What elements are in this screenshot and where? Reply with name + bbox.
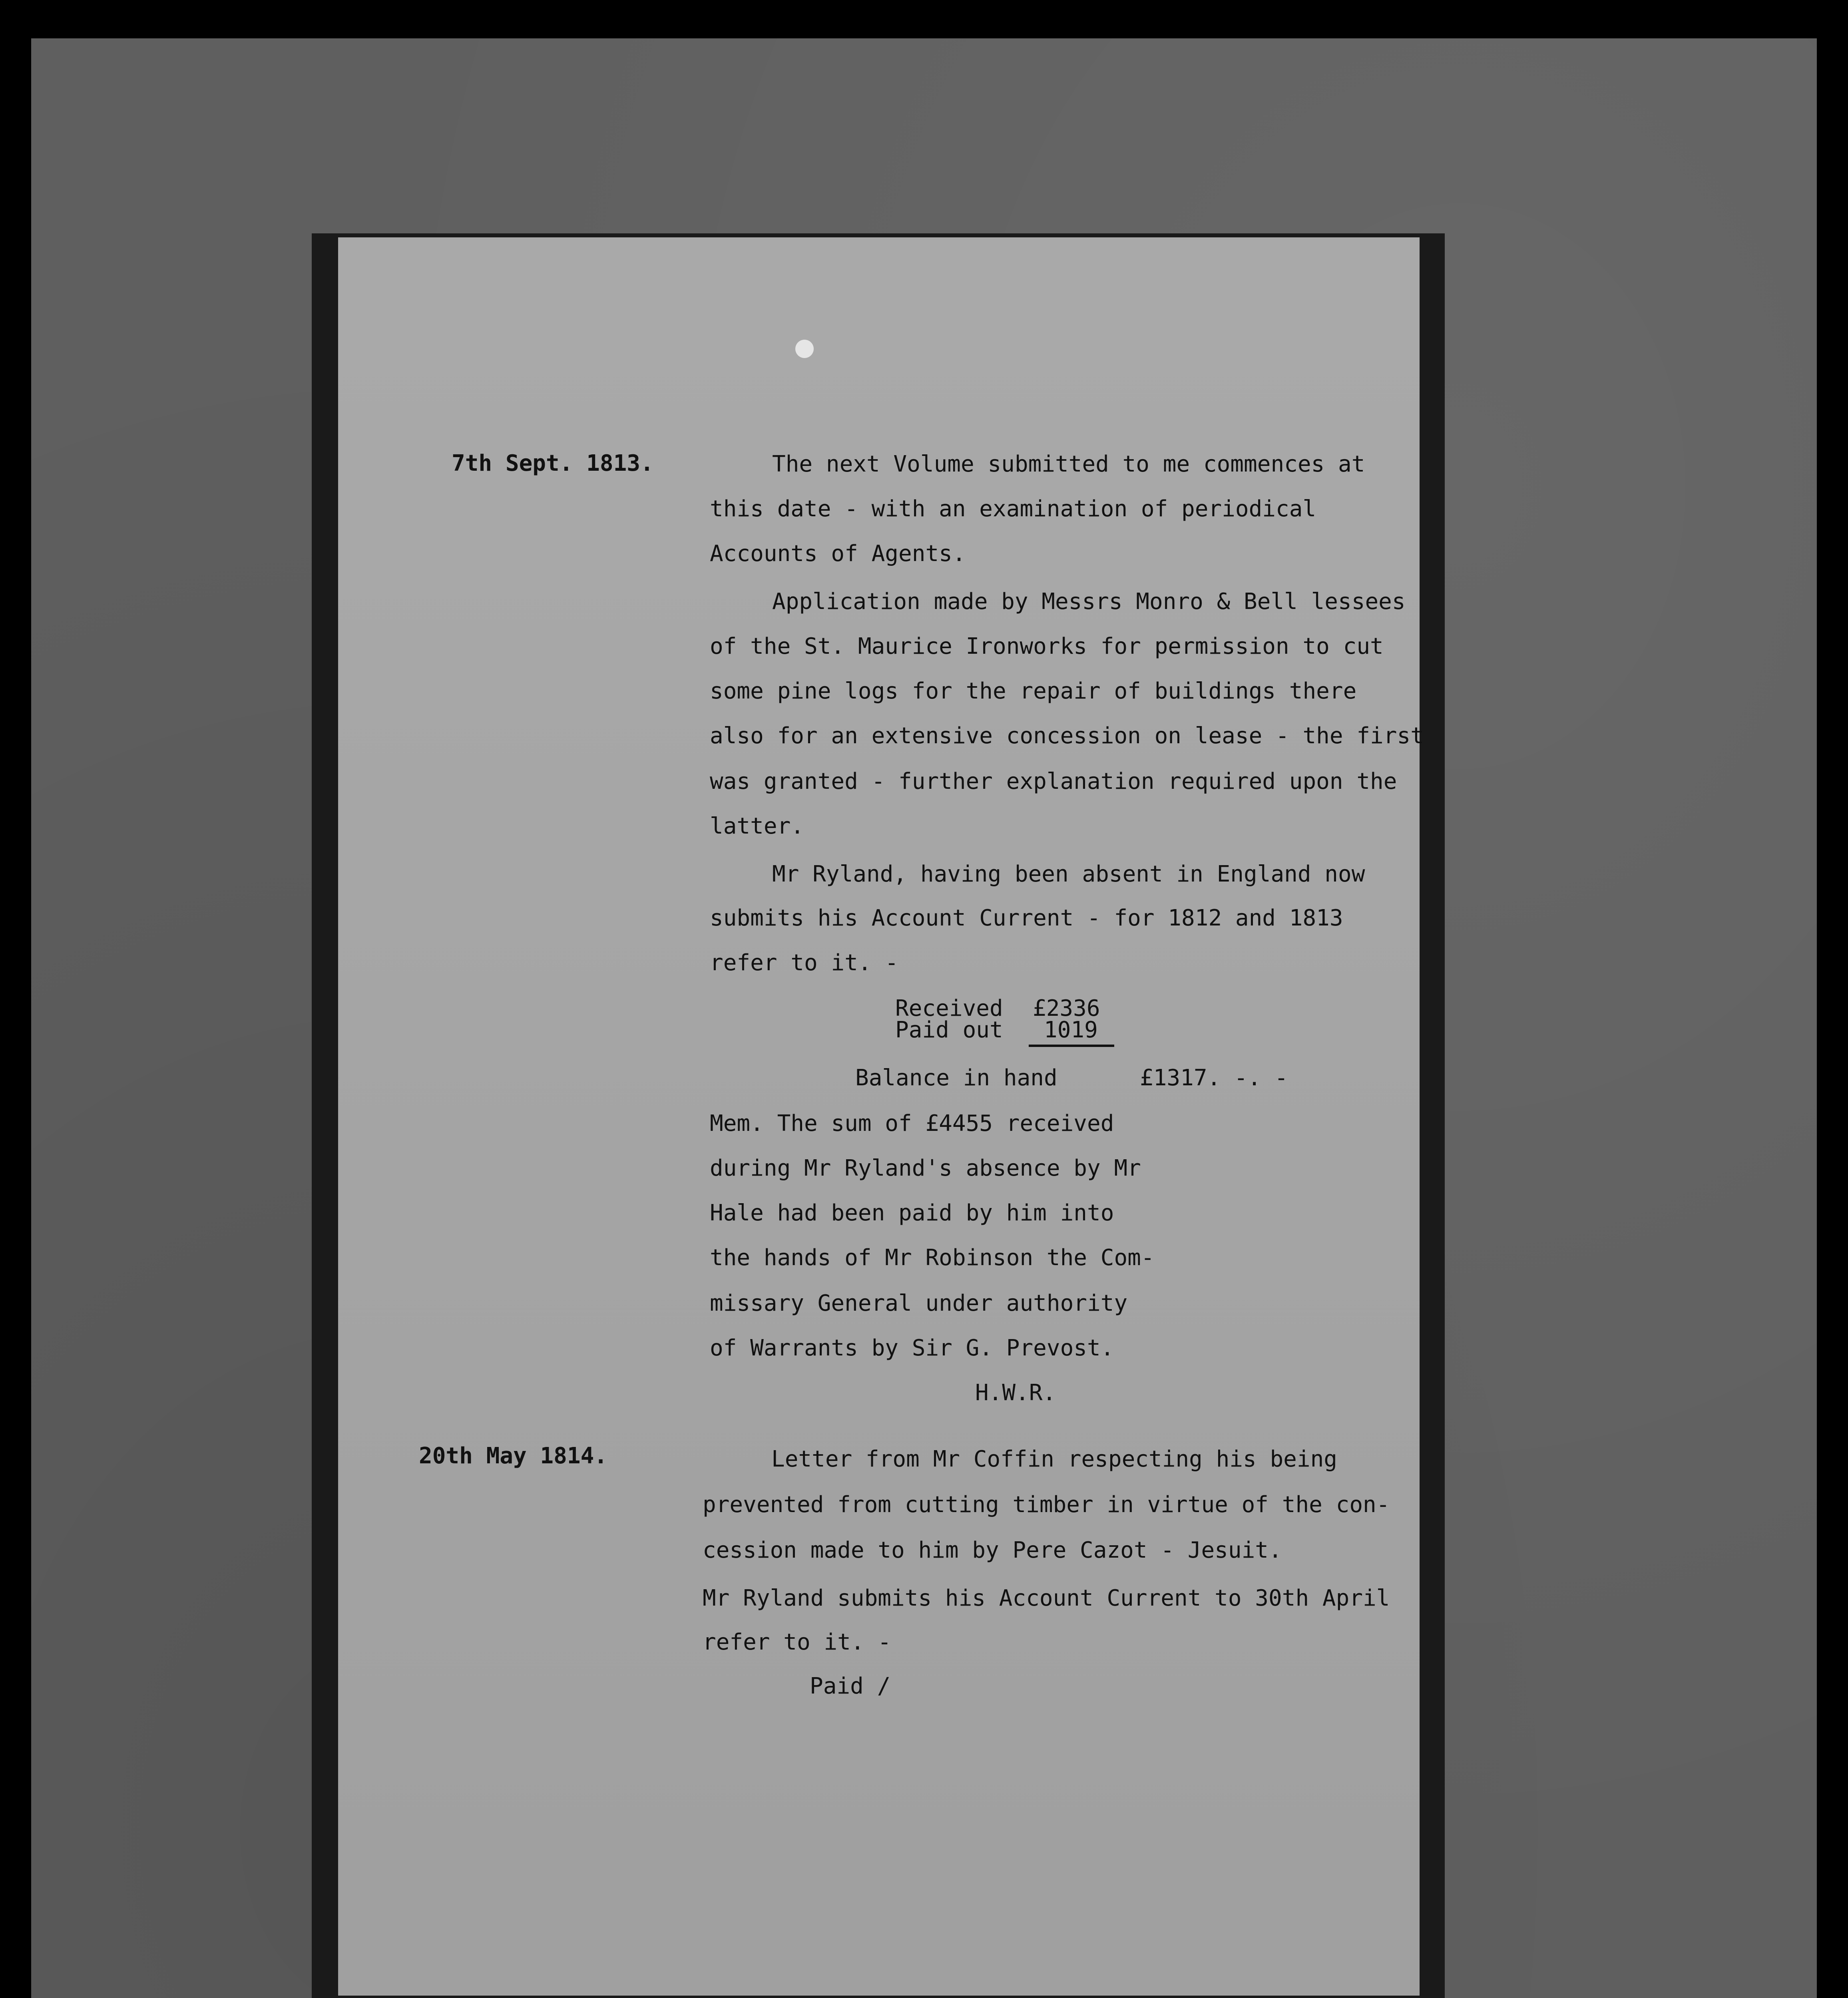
balance-label: Balance in hand bbox=[855, 1065, 1057, 1091]
entry-1-line-9: latter. bbox=[710, 813, 805, 839]
memo-line-5: missary General under authority bbox=[710, 1290, 1128, 1316]
memo-line-1: Mem. The sum of £4455 received bbox=[710, 1110, 1114, 1136]
entry-1-line-12: refer to it. - bbox=[710, 950, 899, 976]
balance-amount: £1317. -. - bbox=[1140, 1065, 1288, 1091]
entry-2-line-4: Mr Ryland submits his Account Current to 30th April bbox=[703, 1585, 1390, 1611]
entry-2-line-5: refer to it. - bbox=[703, 1629, 892, 1655]
paid-out-amount: 1019 bbox=[1044, 1017, 1098, 1043]
sum-underline bbox=[1029, 1045, 1114, 1047]
paid-out-label: Paid out bbox=[895, 1017, 1003, 1043]
entry-date-1814: 20th May 1814. bbox=[419, 1443, 608, 1469]
entry-2-line-3: cession made to him by Pere Cazot - Jesuit. bbox=[703, 1537, 1282, 1563]
entry-date-1813: 7th Sept. 1813. bbox=[452, 450, 654, 476]
entry-1-line-1: The next Volume submitted to me commences at bbox=[772, 451, 1365, 477]
received-label: Received bbox=[895, 995, 1003, 1021]
initials: H.W.R. bbox=[975, 1380, 1056, 1406]
received-amount: £2336 bbox=[1033, 995, 1100, 1021]
memo-line-6: of Warrants by Sir G. Prevost. bbox=[710, 1335, 1114, 1361]
entry-1-line-8: was granted - further explanation required upon the bbox=[710, 768, 1397, 794]
entry-1-line-4: Application made by Messrs Monro & Bell lessees bbox=[772, 589, 1406, 615]
entry-1-line-7: also for an extensive concession on lease - the first bbox=[710, 723, 1424, 749]
memo-line-4: the hands of Mr Robinson the Com- bbox=[710, 1245, 1155, 1271]
memo-line-3: Hale had been paid by him into bbox=[710, 1200, 1114, 1226]
entry-2-line-1: Letter from Mr Coffin respecting his being bbox=[771, 1446, 1338, 1472]
entry-1-line-2: this date - with an examination of periodical bbox=[710, 496, 1316, 522]
entry-2-line-6: Paid / bbox=[810, 1673, 891, 1699]
entry-1-line-11: submits his Account Current - for 1812 and 1813 bbox=[710, 905, 1343, 931]
punch-hole bbox=[795, 340, 814, 358]
entry-2-line-2: prevented from cutting timber in virtue of the con- bbox=[703, 1492, 1390, 1518]
entry-1-line-10: Mr Ryland, having been absent in England now bbox=[772, 861, 1365, 887]
memo-line-2: during Mr Ryland's absence by Mr bbox=[710, 1155, 1141, 1181]
entry-1-line-6: some pine logs for the repair of buildings there bbox=[710, 678, 1357, 704]
entry-1-line-5: of the St. Maurice Ironworks for permission to cut bbox=[710, 633, 1384, 659]
entry-1-line-3: Accounts of Agents. bbox=[710, 541, 966, 567]
